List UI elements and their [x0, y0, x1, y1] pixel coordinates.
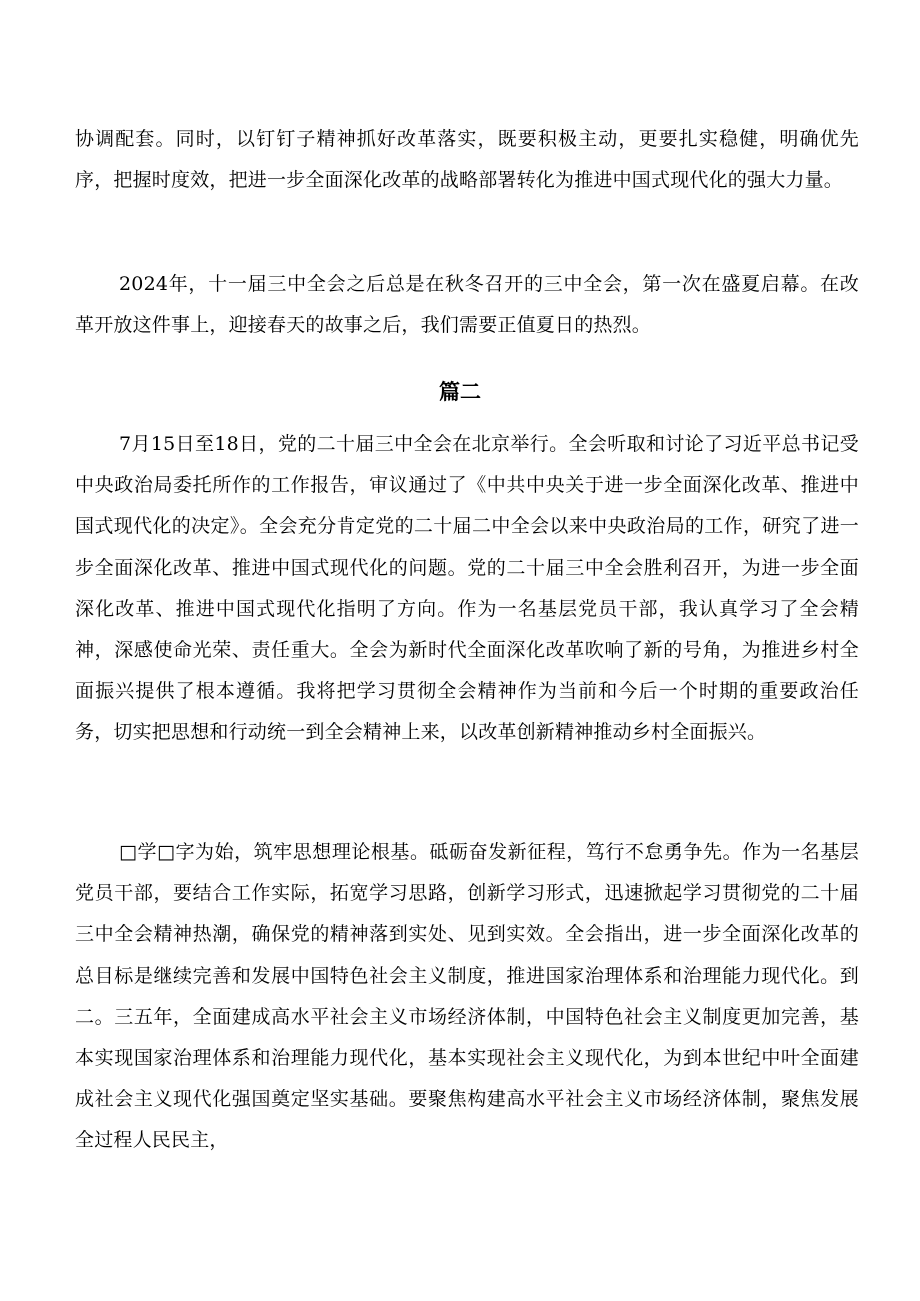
- paragraph-study: □学□字为始，筑牢思想理论根基。砥砺奋发新征程，笃行不怠勇争先。作为一名基层党员干部，要结合工作实际，拓宽学习思路，创新学习形式，迅速掀起学习贯彻党的二十届三中全会精神热潮，确保党的精神落到实处、见到实效。全会指出，进一步全面深化改革的总目标是继续完善和发展中国特色社会主义制度，推进国家治理体系和治理能力现代化。到二。三五年，全面建成高水平社会主义市场经济体制，中国特色社会主义制度更加完善，基本实现国家治理体系和治理能力现代化，基本实现社会主义现代化，为到本世纪中叶全面建成社会主义现代化强国奠定坚实基础。要聚焦构建高水平社会主义市场经济体制，聚焦发展全过程人民民主，: [75, 841, 859, 1152]
- paragraph-continuation: 协调配套。同时，以钉钉子精神抓好改革落实，既要积极主动，更要扎实稳健，明确优先序，把握时度效，把进一步全面深化改革的战略部署转化为推进中国式现代化的强大力量。: [75, 128, 859, 192]
- paragraph-plenum: 7月15日至18日，党的二十届三中全会在北京举行。全会听取和讨论了习近平总书记受中央政治局委托所作的工作报告，审议通过了《中共中央关于进一步全面深化改革、推进中国式现代化的决定》。全会充分肯定党的二十届二中全会以来中央政治局的工作，研究了进一步全面深化改革、推进中国式现代化的问题。党的二十届三中全会胜利召开，为进一步全面深化改革、推进中国式现代化指明了方向。作为一名基层党员干部，我认真学习了全会精神，深感使命光荣、责任重大。全会为新时代全面深化改革吹响了新的号角，为推进乡村全面振兴提供了根本遵循。我将把学习贯彻全会精神作为当前和今后一个时期的重要政治任务，切实把思想和行动统一到全会精神上来，以改革创新精神推动乡村全面振兴。: [75, 433, 859, 744]
- paragraph-2024: 2024年，十一届三中全会之后总是在秋冬召开的三中全会，第一次在盛夏启幕。在改革开放这件事上，迎接春天的故事之后，我们需要正值夏日的热烈。: [75, 273, 859, 337]
- section-heading: 篇二: [439, 380, 481, 404]
